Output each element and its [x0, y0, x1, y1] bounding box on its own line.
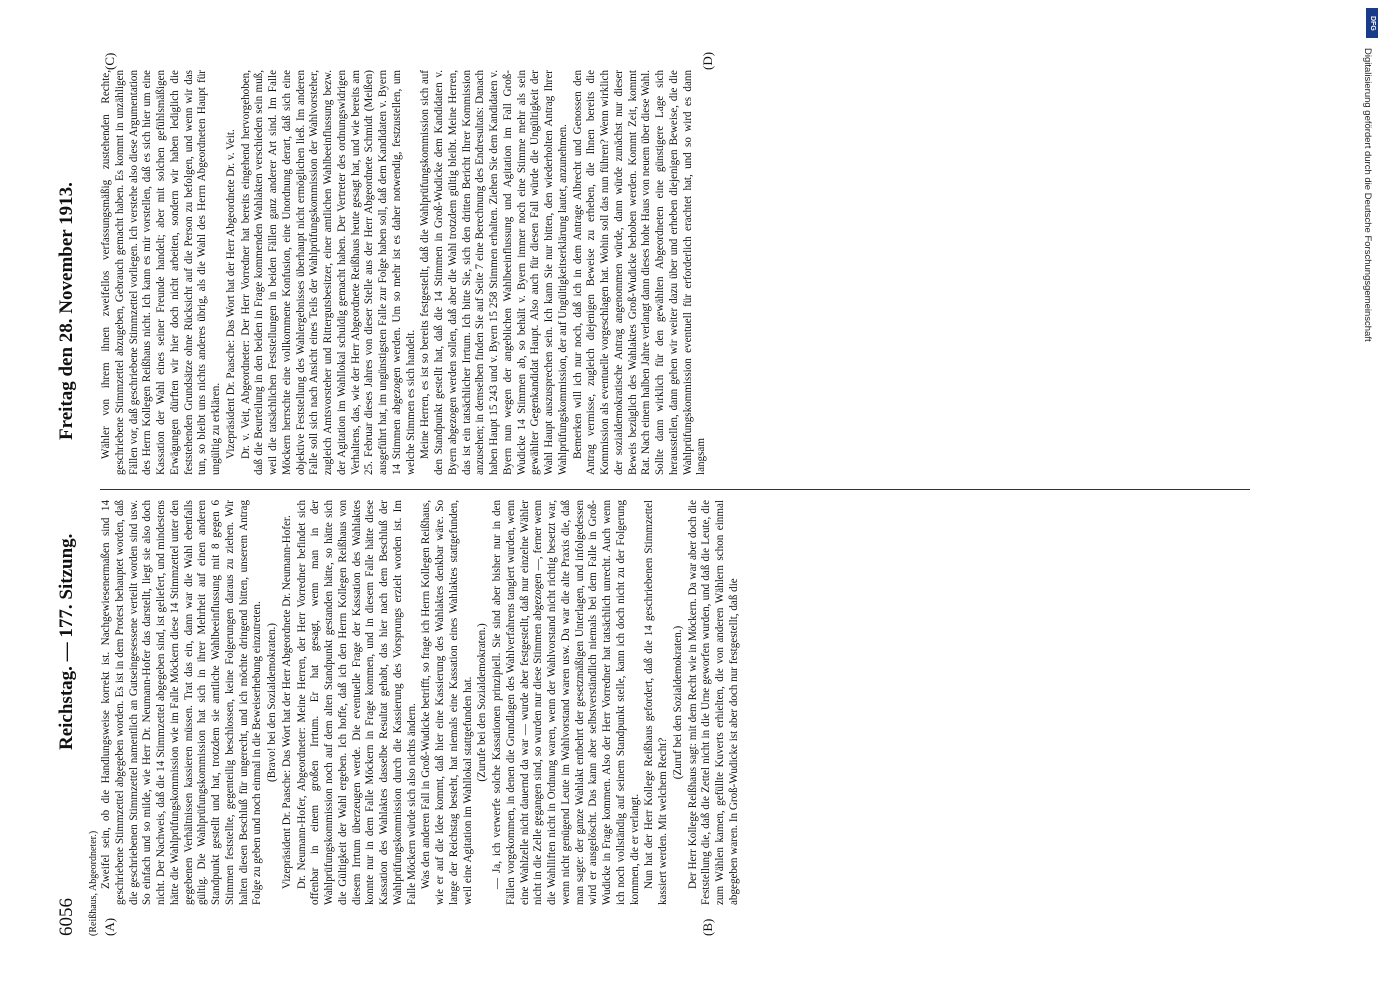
paragraph: (Zurufe bei den Sozialdemokraten.) [476, 623, 489, 782]
paragraph: Der Herr Kollege Reißhaus sagt: mit dem Recht wie in Möckern. Da war aber doch die Feststellung die, daß die Zettel nicht in die Urne geworfen wurden, und daß die Leute, die zum Wählen kamen, gefüllte Kuverts erhielten, die von anderen Wählern schon einmal abgegeben waren. In Groß-Wudicke ist aber doch nur festgestellt, daß die [686, 500, 740, 905]
session-date: Freitag den 28. November 1913. [56, 182, 77, 440]
digitization-credit: Digitalisierung gefördert durch die Deutsche Forschungsgemeinschaft [1362, 48, 1373, 342]
paragraph: Zweifel sein, ob die Handlungsweise korrekt ist. Nachgewiesenermaßen sind 14 geschriebene Stimmzettel abgegeben worden. Es ist in dem Protest behauptet worden, daß die geschriebenen Stimmzettel namentlich an Gutseingesessene verteilt worden sind usw. So einfach und so milde, wie Herr Dr. Neumann-Hofer das darstellt, liegt sie also doch nicht. Der Nachweis, daß die 14 Stimmzettel abgegeben sind, ist geliefert, und mindestens hätte die Wahlprüfungskommission wie im Falle Möckern diese 14 Stimmzettel unter den gegebenen Verhältnissen kassieren müssen. Trat das ein, dann war die Wahl ebenfalls gültig. Die Wahlprüfungskommission hat sich in ihrer Mehrheit auf einen anderen Standpunkt gestellt und hat, trotzdem sie amtliche Wahlbeeinflussung mit 8 gegen 6 Stimmen feststellte, gegenteilig beschlossen, keine Folgerungen daraus zu ziehen. Wir halten diesen Beschluß für ungerecht, und ich möchte dringend bitten, unserem Antrag Folge zu geben und noch einmal in die Beweiserhebung einzutreten. [100, 500, 264, 905]
margin-marker-d: (D) [700, 51, 715, 70]
margin-marker-b: (B) [700, 918, 715, 936]
paragraph: Nun hat der Herr Kollege Reißhaus gefordert, daß die 14 geschriebenen Stimmzettel kassiert werden. Mit welchem Recht? [643, 500, 669, 905]
paragraph: Vizepräsident Dr. Paasche: Das Wort hat der Herr Abgeordnete Dr. Neumann-Hofer. [280, 515, 293, 889]
page-number: 6056 [56, 898, 77, 936]
session-title: Reichstag. — 177. Sitzung. [56, 533, 77, 750]
margin-marker-a: (A) [102, 917, 117, 936]
right-column [100, 70, 710, 475]
speaker-line: (Reißhaus, Abgeordneter.) [88, 830, 99, 936]
left-column [100, 500, 743, 905]
paragraph: Meine Herren, es ist so bereits festgestellt, daß die Wahlprüfungskommission sich auf den Standpunkt gestellt hat, daß die 14 Stimmen in Groß-Wudicke dem Kandidaten v. Byern abgezogen werden sollen, daß aber die Wahl trotzdem gültig bleibt. Meine Herren, das ist ein tatsächlicher Irrtum. Ich bitte Sie, sich den dritten Bericht Ihrer Kommission anzusehen; in demselben finden Sie auf Seite 7 eine Berechnung des Endresultats: Danach haben Haupt 15 243 und v. Byern 15 258 Stimmen erhalten. Ziehen Sie dem Kandidaten v. Byern nun wegen der angeblichen Wahlbeeinflussung und Agitation im Fall Groß-Wudicke 14 Stimmen ab, so behält v. Byern immer noch eine Stimme mehr als sein gewählter Gegenkandidat Haupt. Also auch für diesen Fall würde die Ungültigkeit der Wahl Haupt auszusprechen sein. Ich kann Sie nur bitten, den wiederholten Antrag Ihrer Wahlprüfungskommission, der auf Ungültigkeitserklärung lautet, anzunehmen. [419, 70, 569, 475]
paragraph: — Ja, ich verwerfe solche Kassationen prinzipiell. Sie sind aber bisher nur in den Fällen vorgekommen, in denen die Grundlagen des Wahlverfahrens tangiert wurden, wenn eine Wahlzelle nicht dauernd da war — wurde aber festgestellt, daß nur einzelne Wähler nicht in die Zelle gegangen sind, so wurden nur diese Stimmen abgezogen —, ferner wenn die Wahlliften nicht in Ordnung waren, wenn der Wahlvorstand nicht richtig besetzt war, wenn nicht genügend Leute im Wahlvorstand waren usw. Da war die alte Praxis die, daß man sagte: der ganze Wahlakt entbehrt der gesetzmäßigen Unterlagen, und infolgedessen wird er ausgelöscht. Das kann aber selbstverständlich niemals bei dem Falle in Groß-Wudicke in Frage kommen. Also der Herr Vorredner hat tatsächlich unrecht. Auch wenn ich noch vollständig auf seinem Standpunkt stelle, kann ich doch nicht zu der Folgerung kommen, die er verlangt. [491, 500, 641, 905]
paragraph: Bemerken will ich nur noch, daß ich in dem Antrage Albrecht und Genossen den Antrag vermisse, zugleich diejenigen Beweise zu erheben, die Ihnen bereits die Kommission als eventuelle vorgeschlagen hat. Wohin soll das nun führen? Wenn wirklich der sozialdemokratische Antrag angenommen würde, dann würde zunächst nur dieser Beweis bezüglich des Wahlaktes Groß-Wudicke behoben werden. Kommt Zeit, kommt Rat. Nach einem halben Jahre verlangt dann dieses hohe Haus von neuem über diese Wahl. Sollte dann wirklich für den gewählten Abgeordneten eine günstigere Lage sich herausstellen, dann gehen wir weiter dazu über und erheben diejenigen Beweise, die die Wahlprüfungskommission eventuell für erforderlich erachtet hat, und so wird es dann langsam [571, 70, 708, 475]
column-divider [100, 489, 1250, 490]
paragraph: Was den anderen Fall in Groß-Wudicke betrifft, so frage ich Herrn Kollegen Reißhaus, wie er auf die Idee kommt, daß hier eine Kassierung des Wahlaktes denkbar wäre. So lange der Reichstag besteht, hat niemals eine Kassation eines Wahlaktes stattgefunden, weil eine Agitation im Wahllokal stattgefunden hat. [420, 500, 474, 905]
paragraph: Dr. v. Veit, Abgeordneter: Der Herr Vorredner hat bereits eingehend hervorgehoben, daß die Beurteilung in den beiden in Frage kommenden Wahlakten verschieden sein muß, weil die tatsächlichen Feststellungen in beiden Fällen ganz anderer Art sind. Im Falle Möckern herrschte eine vollkommene Konfusion, eine Unordnung derart, daß sich eine objektive Feststellung des Wahlergebnisses überhaupt nicht ermöglichen ließ. Im anderen Falle soll sich nach Ansicht eines Teils der Wahlprüfungskommission der Wahlvorsteher, zugleich Amtsvorsteher und Rittergutsbesitzer, einer amtlichen Wahlbeeinflussung bezw. der Agitation im Wahllokal schuldig gemacht haben. Der Vertreter des ordnungswidrigen Verhaltens, das, wie der Herr Abgeordnete Reißhaus heute gesagt hat, und wie bereits am 25. Februar dieses Jahres von dieser Stelle aus der Herr Abgeordnete Schmidt (Meißen) ausgeführt hat, im ungünstigsten Falle zur Folge haben soll, daß dem Kandidaten v. Byern 14 Stimmen abgezogen werden. Um so mehr ist es daher notwendig, festzustellen, um welche Stimmen es sich handelt. [239, 70, 417, 475]
paragraph: Dr. Neumann-Hofer, Abgeordneter: Meine Herren, der Herr Vorredner befindet sich offenbar in einem großen Irrtum. Er hat gesagt, wenn man in der Wahlprüfungskommission noch auf dem alten Standpunkt gestanden hätte, so hätte sich die Gültigkeit der Wahl ergeben. Ich hoffe, daß ich den Herrn Kollegen Reißhaus von diesem Irrtum überzeugen werde. Die eventuelle Frage der Kassation des Wahlaktes konnte nur in dem Falle Möckern in Frage kommen, und in diesem Falle hätte diese Kassation des Wahlaktes dasselbe Resultat gehabt, das hier nach dem Beschluß der Wahlprüfungskommission durch die Kassierung des Vorsprungs erzielt worden ist. Im Falle Möckern würde sich also nichts ändern. [295, 500, 418, 905]
paragraph: (Zuruf bei den Sozialdemokraten.) [671, 625, 684, 780]
paragraph: (Bravo! bei den Sozialdemokraten.) [266, 623, 278, 782]
dfg-logo: DFG [1366, 8, 1378, 38]
margin-marker-c: (C) [102, 52, 117, 70]
paragraph: Wähler von ihrem ihnen zweifellos verfassungsmäßig zustehenden Rechte, geschriebene Stimmzettel abzugeben, Gebrauch gemacht haben. Es kommt in unzähligen Fällen vor, daß geschriebene Stimmzettel vorliegen. Ich verstehe also diese Argumentation des Herrn Kollegen Reißhaus nicht. Ich kann es mir vorstellen, daß es sich hier um eine Kassation der Wahl eines seiner Freunde handelt; aber mit solchen gefühlsmäßigen Erwägungen dürften wir hier doch nicht arbeiten, sondern wir haben lediglich die feststehenden Grundsätze ohne Rücksicht auf die Person zu befolgen, und wenn wir das tun, so bleibt uns nichts anderes übrig, als die Wahl des Herrn Abgeordneten Haupt für ungültig zu erklären. [100, 70, 222, 475]
paragraph: Vizepräsident Dr. Paasche: Das Wort hat der Herr Abgeordnete Dr. v. Veit. [224, 129, 237, 459]
